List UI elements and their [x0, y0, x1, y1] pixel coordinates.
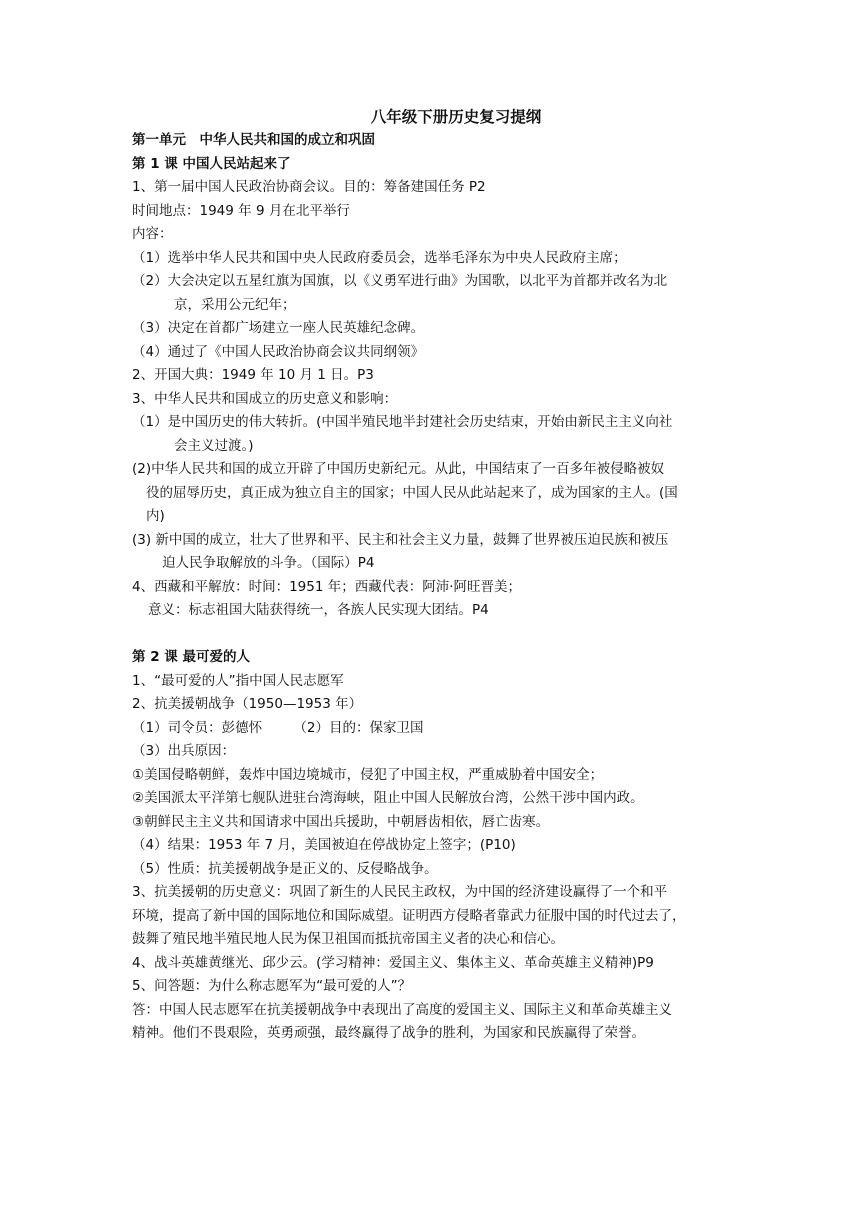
lesson-2-line: 1、“最可爱的人”指中国人民志愿军 — [132, 672, 344, 689]
lesson-2-line: ①美国侵略朝鲜，轰炸中国边境城市，侵犯了中国主权，严重威胁着中国安全； — [132, 766, 604, 783]
lesson-1-line: （4）通过了《中国人民政治协商会议共同纲领》 — [132, 343, 425, 360]
lesson-1-line: 意义：标志祖国大陆获得统一，各族人民实现大团结。P4 — [148, 602, 489, 618]
lesson-1-line: 2、开国大典：1949 年 10 月 1 日。P3 — [132, 367, 374, 383]
lesson-1-line: （2）大会决定以五星红旗为国旗，以《义勇军进行曲》为国歌，以北平为首都并改名为北 — [132, 273, 668, 289]
lesson-1-line: （1）是中国历史的伟大转折。(中国半殖民地半封建社会历史结束，开始由新民主主义向社 — [132, 414, 673, 430]
lesson-1-line: 京，采用公元纪年； — [174, 296, 296, 313]
lesson-1-line: 4、西藏和平解放：时间：1951 年；西藏代表：阿沛·阿旺晋美； — [132, 578, 522, 595]
lesson-1-line: （1）选举中华人民共和国中央人民政府委员会，选举毛泽东为中央人民政府主席； — [132, 249, 627, 266]
lesson-2-line: 2、抗美援朝战争（1950—1953 年） — [132, 696, 363, 712]
lesson-1-line: （3）决定在首都广场建立一座人民英雄纪念碑。 — [132, 320, 425, 336]
lesson-1-line: (3) 新中国的成立，壮大了世界和平、民主和社会主义力量，鼓舞了世界被压迫民族和被压 — [132, 531, 669, 548]
lesson-2-line: 精神。他们不畏艰险，英勇顽强，最终赢得了战争的胜利，为国家和民族赢得了荣誉。 — [132, 1025, 645, 1041]
lesson-1-line: 时间地点：1949 年 9 月在北平举行 — [132, 202, 350, 219]
lesson-2-line: （3）出兵原因： — [132, 743, 236, 759]
lesson-2-line: 3、抗美援朝的历史意义：巩固了新生的人民民主政权，为中国的经济建设赢得了一个和平 — [132, 884, 668, 900]
lesson-2-line: ②美国派太平洋第七舰队进驻台湾海峡，阻止中国人民解放台湾，公然干涉中国内政。 — [132, 790, 644, 806]
lesson-1-line: (2)中华人民共和国的成立开辟了中国历史新纪元。从此，中国结束了一百多年被侵略被奴 — [132, 461, 665, 477]
lesson-1-line: 迫人民争取解放的斗争。（国际）P4 — [162, 555, 375, 571]
lesson-1-line: 1、第一届中国人民政治协商会议。目的：筹备建国任务 P2 — [132, 179, 486, 195]
lesson-2-heading: 第 2 课 最可爱的人 — [132, 649, 250, 665]
unit-heading: 第一单元 中华人民共和国的成立和巩固 — [132, 132, 375, 148]
lesson-2-line: 4、战斗英雄黄继光、邱少云。(学习精神：爱国主义、集体主义、革命英雄主义精神)P9 — [132, 954, 654, 971]
lesson-1-line: 3、中华人民共和国成立的历史意义和影响： — [132, 390, 398, 407]
lesson-2-line: 5、问答题：为什么称志愿军为“最可爱的人”？ — [132, 978, 412, 994]
lesson-2-line: （5）性质：抗美援朝战争是正义的、反侵略战争。 — [132, 860, 438, 877]
lesson-2-line: 鼓舞了殖民地半殖民地人民为保卫祖国而抵抗帝国主义者的决心和信心。 — [132, 931, 564, 947]
lesson-1-line: 会主义过渡。) — [174, 437, 254, 454]
lesson-1-heading: 第 1 课 中国人民站起来了 — [132, 155, 291, 172]
lesson-2-line: 环境，提高了新中国的国际地位和国际威望。证明西方侵略者靠武力征服中国的时代过去了， — [132, 907, 686, 924]
document-body — [132, 105, 732, 1046]
lesson-1-line: 役的屈辱历史，真正成为独立自主的国家；中国人民从此站起来了，成为国家的主人。(国 — [146, 484, 678, 501]
lesson-2-line: ③朝鲜民主主义共和国请求中国出兵援助，中朝唇齿相依，唇亡齿寒。 — [132, 813, 550, 830]
lesson-2-line: （1）司令员：彭德怀 （2）目的：保家卫国 — [132, 719, 424, 736]
lesson-2-line: 答：中国人民志愿军在抗美援朝战争中表现出了高度的爱国主义、国际主义和革命英雄主义 — [132, 1001, 672, 1018]
lesson-2-line: （4）结果：1953 年 7 月，美国被迫在停战协定上签字；(P10) — [132, 837, 516, 853]
document-title: 八年级下册历史复习提纲 — [370, 108, 542, 126]
blank-line — [132, 623, 732, 647]
lesson-1-line: 内容： — [132, 226, 173, 242]
lesson-1-line: 内) — [146, 508, 165, 524]
